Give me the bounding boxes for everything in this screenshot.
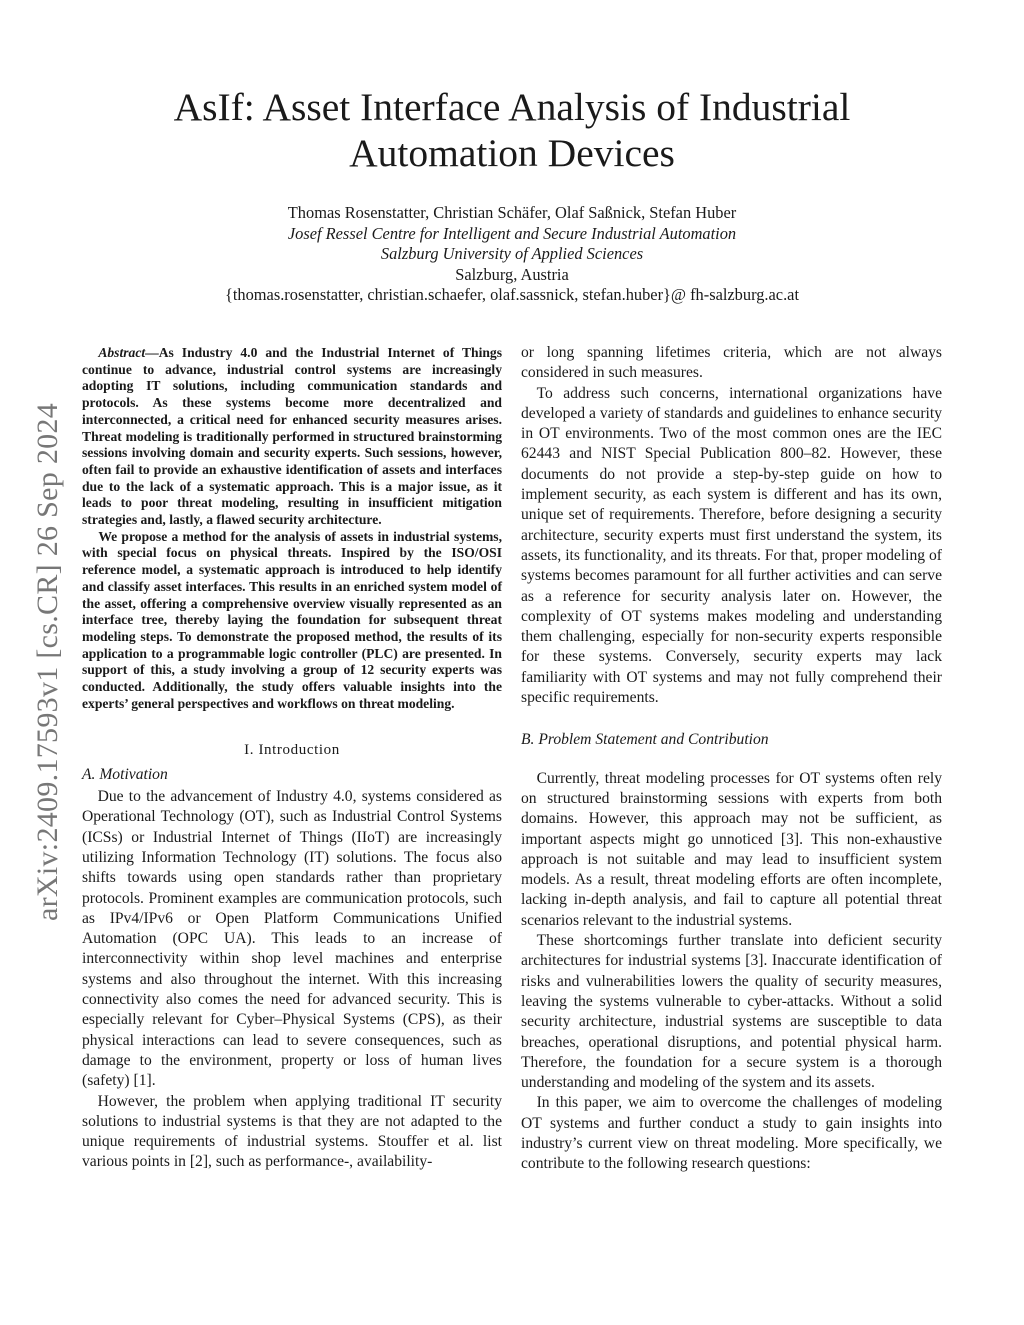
author-block xyxy=(100,203,924,306)
left-column xyxy=(82,345,502,1173)
subsection-heading-motivation: A. Motivation xyxy=(82,765,168,783)
author-emails: {thomas.rosenstatter, christian.schaefer, olaf.sassnick, stefan.huber}@ fh-salzburg.ac.at xyxy=(225,285,799,305)
paper-title xyxy=(100,84,924,176)
abstract-paragraph-1 xyxy=(82,345,502,529)
body-paragraph: or long spanning lifetimes criteria, which are not always considered in such measures. xyxy=(521,344,942,382)
body-paragraph: To address such concerns, international organizations have developed a variety of standards and guidelines to enhance security in OT environments. Two of the most common ones are the IEC 62443 and NIST Special Publication 800–82. However, these documents do not provide a step-by-step guide on how to implement security, as each system is different and has its own, unique set of requirements. Therefore, before designing a security architecture, security experts must first understand the system, its assets, its functionality, and its threats. For that, proper modeling of systems becomes paramount for all further activities and can serve as a reference for security analysis later on. However, the complexity of OT systems makes modeling and understanding them challenging, especially for non-security experts responsible for these systems. Conversely, security experts may lack familiarity with OT systems and may not fully comprehend their specific requirements. xyxy=(521,384,942,707)
subsection-heading-problem-statement: B. Problem Statement and Contribution xyxy=(521,731,769,749)
section-heading-introduction: I. Introduction xyxy=(244,742,340,759)
author-location: Salzburg, Austria xyxy=(455,264,569,284)
affiliation-university: Salzburg University of Applied Sciences xyxy=(380,244,644,264)
right-column xyxy=(521,343,942,1175)
title-line-2: Automation Devices xyxy=(349,131,675,175)
body-paragraph: In this paper, we aim to overcome the challenges of modeling OT systems and further conduct a study to gain insights into industry’s current view on threat modeling. More specifically, we contribute to the following research questions: xyxy=(521,1094,942,1173)
body-paragraph: Due to the advancement of Industry 4.0, systems considered as Operational Technology (OT), such as Industrial Control Systems (ICSs) or Industrial Internet of Things (IIoT) are increasingly utilizing Information Technology (IT) solutions. The focus also shifts towards using open standards rather than proprietary protocols. Prominent examples are communication protocols, such as IPv4/IPv6 or Open Platform Communications Unified Automation (OPC UA). This leads to an increase of interconnectivity within shop level machines and enterprise systems and also throughout the internet. With this increasing connectivity also comes the need for advanced security. This is especially relevant for Cyber–Physical Systems (CPS), as their physical interactions can lead to severe consequences, such as damage to the environment, property or loss of human lives (safety) [1]. xyxy=(82,788,502,1090)
body-paragraph: These shortcomings further translate into deficient security architectures for industrial systems [3]. Inaccurate identification of risks and vulnerabilities lowers the quality of security measures, leaving the systems vulnerable to cyber-attacks. Without a solid security architecture, industrial systems are susceptible to data breaches, operational disruptions, and potential physical harm. Therefore, the foundation for a secure system is a thorough understanding and modeling of the system and its assets. xyxy=(521,932,942,1092)
abstract xyxy=(82,345,502,712)
body-paragraph: Currently, threat modeling processes for OT systems often rely on structured brainstorming sessions with experts from both domains. However, this approach may not be sufficient, as important aspects might go unnoticed [3]. This non-exhaustive approach is not suitable and may lead to insufficient system models. As a result, threat modeling efforts are often incomplete, lacking in-depth analysis, and fail to capture all potential threat scenarios relevant to the industrial systems. xyxy=(521,769,942,929)
arxiv-identifier: arXiv:2409.17593v1 [cs.CR] 26 Sep 2024 xyxy=(31,402,64,922)
author-names: Thomas Rosenstatter, Christian Schäfer, Olaf Saßnick, Stefan Huber xyxy=(287,203,737,222)
affiliation-centre: Josef Ressel Centre for Intelligent and Secure Industrial Automation xyxy=(287,223,737,243)
title-line-1: AsIf: Asset Interface Analysis of Industrial xyxy=(173,85,851,129)
body-paragraph: However, the problem when applying traditional IT security solutions to industrial systems is that they are not adapted to the unique requirements of industrial systems. Stouffer et al. list various points in [2], such as performance-, availability- xyxy=(82,1092,502,1171)
abstract-paragraph-2: We propose a method for the analysis of assets in industrial systems, with special focus on physical threats. Inspired by the ISO/OSI reference model, a systematic approach is introduced to help identify and classify asset interfaces. This results in an enriched system model of the asset, offering a comprehensive overview visually represented as an interface tree, thereby laying the foundation for subsequent threat modeling steps. To demonstrate the proposed method, the results of its application to a programmable logic controller (PLC) are presented. In support of this, a study involving a group of 12 security experts was conducted. Additionally, the study offers valuable insights into the experts’ general perspectives and workflows on threat modeling. xyxy=(82,528,502,711)
abstract-text-1: —As Industry 4.0 and the Industrial Internet of Things continue to advance, industrial control systems are increasingly adopting IT solutions, including communication standards and protocols. As these systems become more decentralized and interconnected, a critical need for enhanced security measures arises. Threat modeling is traditionally performed in structured brainstorming sessions involving domain and security experts. Such sessions, however, often fail to provide an exhaustive identification of assets and interfaces due to the lack of a systematic approach. This is a major issue, as it leads to poor threat modeling, resulting in insufficient mitigation strategies and, lastly, a flawed security architecture. xyxy=(82,345,502,528)
abstract-label: Abstract xyxy=(98,345,146,360)
